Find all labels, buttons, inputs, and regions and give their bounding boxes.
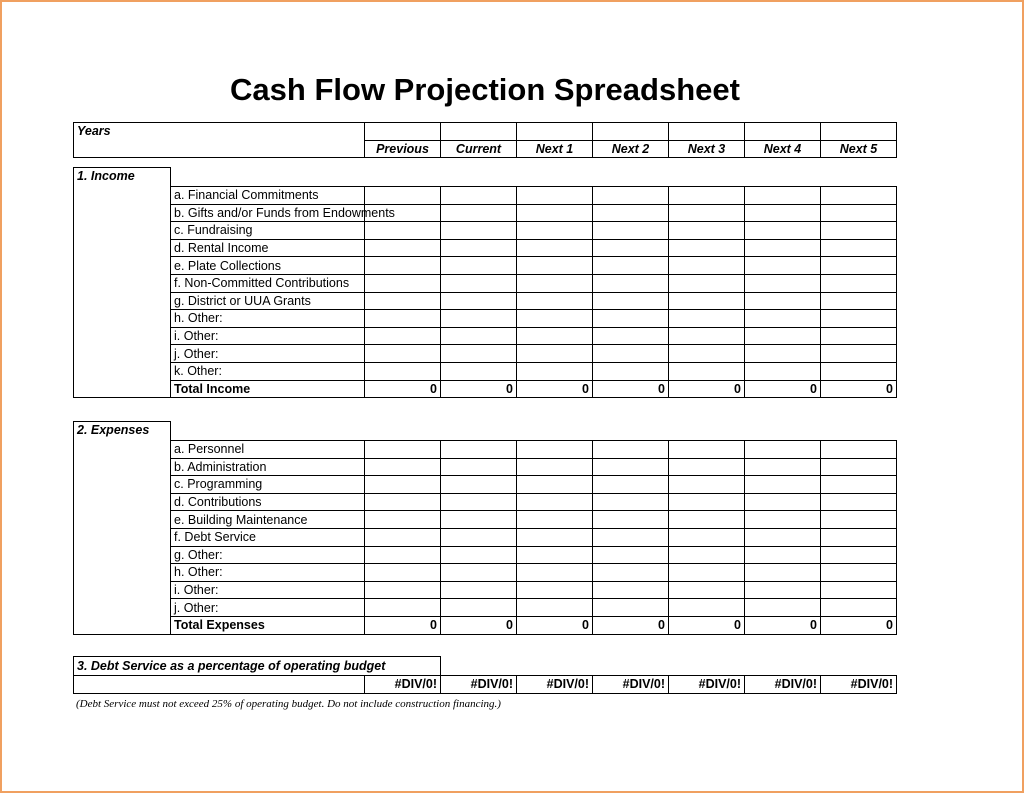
debt-heading: 3. Debt Service as a percentage of operating budget — [74, 657, 441, 676]
income-input-cell[interactable] — [365, 257, 441, 275]
income-item-label: i. Other: — [171, 327, 365, 345]
table-row — [74, 327, 897, 345]
expenses-item-label: j. Other: — [171, 599, 365, 617]
income-input-cell[interactable] — [669, 327, 745, 345]
expenses-input-cell[interactable] — [669, 546, 745, 564]
expenses-input-cell[interactable] — [517, 581, 593, 599]
income-input-cell[interactable] — [745, 310, 821, 328]
income-input-cell[interactable] — [593, 362, 669, 380]
income-input-cell[interactable] — [365, 310, 441, 328]
expenses-input-cell[interactable] — [441, 564, 517, 582]
years-blank-cell[interactable] — [593, 123, 669, 141]
income-item-label: b. Gifts and/or Funds from Endowments — [171, 204, 365, 222]
expenses-input-cell[interactable] — [441, 528, 517, 546]
income-total-value: 0 — [669, 380, 745, 398]
expenses-input-cell[interactable] — [517, 599, 593, 617]
expenses-input-cell[interactable] — [441, 581, 517, 599]
income-input-cell[interactable] — [821, 239, 897, 257]
income-section-cell — [74, 187, 171, 398]
income-input-cell[interactable] — [441, 292, 517, 310]
expenses-input-cell[interactable] — [441, 476, 517, 494]
income-input-cell[interactable] — [517, 274, 593, 292]
expenses-input-cell[interactable] — [745, 511, 821, 529]
income-input-cell[interactable] — [593, 310, 669, 328]
income-input-cell[interactable] — [365, 327, 441, 345]
expenses-input-cell[interactable] — [517, 546, 593, 564]
table-row — [74, 441, 897, 459]
income-input-cell[interactable] — [441, 310, 517, 328]
income-total-value: 0 — [441, 380, 517, 398]
income-input-cell[interactable] — [441, 274, 517, 292]
income-input-cell[interactable] — [593, 204, 669, 222]
income-input-cell[interactable] — [517, 257, 593, 275]
table-row — [74, 528, 897, 546]
expenses-input-cell[interactable] — [669, 493, 745, 511]
expenses-input-cell[interactable] — [821, 564, 897, 582]
expenses-input-cell[interactable] — [669, 599, 745, 617]
table-row — [74, 204, 897, 222]
years-label: Years — [74, 123, 365, 158]
income-input-cell[interactable] — [593, 345, 669, 363]
table-row — [74, 458, 897, 476]
expenses-input-cell[interactable] — [745, 441, 821, 459]
expenses-item-label: i. Other: — [171, 581, 365, 599]
expenses-input-cell[interactable] — [517, 441, 593, 459]
debt-label-cell — [74, 676, 365, 694]
income-input-cell[interactable] — [669, 274, 745, 292]
table-row — [74, 345, 897, 363]
years-blank-cell[interactable] — [821, 123, 897, 141]
expenses-heading: 2. Expenses — [74, 422, 171, 441]
income-input-cell[interactable] — [593, 239, 669, 257]
expenses-input-cell[interactable] — [517, 564, 593, 582]
page-title: Cash Flow Projection Spreadsheet — [230, 72, 740, 107]
expenses-input-cell[interactable] — [593, 599, 669, 617]
expenses-input-cell[interactable] — [365, 458, 441, 476]
income-item-label: c. Fundraising — [171, 222, 365, 240]
table-row — [74, 564, 897, 582]
income-input-cell[interactable] — [821, 222, 897, 240]
year-column-header: Previous — [365, 140, 441, 158]
income-total-value: 0 — [517, 380, 593, 398]
debt-value: #DIV/0! — [821, 676, 897, 694]
expenses-input-cell[interactable] — [821, 476, 897, 494]
income-input-cell[interactable] — [821, 327, 897, 345]
expenses-item-label: g. Other: — [171, 546, 365, 564]
debt-value: #DIV/0! — [365, 676, 441, 694]
income-input-cell[interactable] — [441, 257, 517, 275]
income-total-value: 0 — [745, 380, 821, 398]
expenses-input-cell[interactable] — [441, 441, 517, 459]
income-input-cell[interactable] — [745, 187, 821, 205]
income-input-cell[interactable] — [745, 257, 821, 275]
years-blank-cell[interactable] — [365, 123, 441, 141]
income-input-cell[interactable] — [517, 239, 593, 257]
income-input-cell[interactable] — [517, 310, 593, 328]
expenses-total-value: 0 — [593, 616, 669, 634]
income-input-cell[interactable] — [593, 187, 669, 205]
income-input-cell[interactable] — [365, 292, 441, 310]
expenses-input-cell[interactable] — [745, 493, 821, 511]
debt-note: (Debt Service must not exceed 25% of operating budget. Do not include construction financing.) — [76, 698, 501, 710]
income-heading-row — [74, 168, 897, 187]
income-input-cell[interactable] — [441, 222, 517, 240]
expenses-input-cell[interactable] — [745, 546, 821, 564]
table-row — [74, 292, 897, 310]
expenses-input-cell[interactable] — [517, 528, 593, 546]
year-column-header: Next 1 — [517, 140, 593, 158]
income-heading: 1. Income — [74, 168, 171, 187]
expenses-input-cell[interactable] — [821, 599, 897, 617]
income-item-label: k. Other: — [171, 362, 365, 380]
income-total-row — [74, 380, 897, 398]
expenses-input-cell[interactable] — [669, 564, 745, 582]
income-input-cell[interactable] — [821, 274, 897, 292]
income-input-cell[interactable] — [593, 292, 669, 310]
years-row-top — [74, 123, 897, 141]
income-table — [73, 167, 897, 398]
income-input-cell[interactable] — [441, 327, 517, 345]
table-row — [74, 239, 897, 257]
expenses-input-cell[interactable] — [821, 581, 897, 599]
year-column-header: Next 5 — [821, 140, 897, 158]
income-input-cell[interactable] — [517, 362, 593, 380]
income-input-cell[interactable] — [745, 362, 821, 380]
expenses-input-cell[interactable] — [821, 458, 897, 476]
expenses-input-cell[interactable] — [669, 511, 745, 529]
expenses-item-label: h. Other: — [171, 564, 365, 582]
income-input-cell[interactable] — [517, 222, 593, 240]
income-input-cell[interactable] — [517, 345, 593, 363]
income-input-cell[interactable] — [821, 310, 897, 328]
expenses-input-cell[interactable] — [365, 581, 441, 599]
debt-values-row — [74, 676, 897, 694]
expenses-input-cell[interactable] — [669, 528, 745, 546]
expenses-input-cell[interactable] — [669, 441, 745, 459]
years-blank-cell[interactable] — [441, 123, 517, 141]
income-item-label: g. District or UUA Grants — [171, 292, 365, 310]
expenses-total-value: 0 — [821, 616, 897, 634]
expenses-input-cell[interactable] — [821, 441, 897, 459]
year-column-header: Next 2 — [593, 140, 669, 158]
income-input-cell[interactable] — [593, 257, 669, 275]
expenses-input-cell[interactable] — [441, 493, 517, 511]
income-input-cell[interactable] — [365, 239, 441, 257]
income-input-cell[interactable] — [745, 222, 821, 240]
table-row — [74, 546, 897, 564]
debt-value: #DIV/0! — [669, 676, 745, 694]
expenses-total-value: 0 — [745, 616, 821, 634]
income-input-cell[interactable] — [821, 204, 897, 222]
debt-heading-row — [74, 657, 897, 676]
income-input-cell[interactable] — [821, 345, 897, 363]
expenses-input-cell[interactable] — [365, 441, 441, 459]
table-row — [74, 274, 897, 292]
income-input-cell[interactable] — [745, 327, 821, 345]
income-item-label: e. Plate Collections — [171, 257, 365, 275]
expenses-input-cell[interactable] — [593, 458, 669, 476]
income-input-cell[interactable] — [745, 274, 821, 292]
table-row — [74, 187, 897, 205]
expenses-total-value: 0 — [669, 616, 745, 634]
expenses-input-cell[interactable] — [593, 493, 669, 511]
income-input-cell[interactable] — [669, 345, 745, 363]
income-input-cell[interactable] — [365, 274, 441, 292]
expenses-input-cell[interactable] — [517, 511, 593, 529]
expenses-total-label: Total Expenses — [171, 616, 365, 634]
years-table — [73, 122, 897, 158]
income-item-label: a. Financial Commitments — [171, 187, 365, 205]
income-item-label: h. Other: — [171, 310, 365, 328]
income-input-cell[interactable] — [669, 204, 745, 222]
income-input-cell[interactable] — [669, 362, 745, 380]
expenses-input-cell[interactable] — [669, 476, 745, 494]
expenses-item-label: b. Administration — [171, 458, 365, 476]
income-total-value: 0 — [821, 380, 897, 398]
income-input-cell[interactable] — [517, 327, 593, 345]
income-input-cell[interactable] — [517, 292, 593, 310]
expenses-input-cell[interactable] — [441, 546, 517, 564]
expenses-input-cell[interactable] — [745, 564, 821, 582]
table-row — [74, 493, 897, 511]
income-input-cell[interactable] — [669, 257, 745, 275]
years-blank-cell[interactable] — [669, 123, 745, 141]
income-input-cell[interactable] — [821, 362, 897, 380]
table-row — [74, 222, 897, 240]
year-column-header: Next 4 — [745, 140, 821, 158]
years-blank-cell[interactable] — [745, 123, 821, 141]
expenses-input-cell[interactable] — [745, 581, 821, 599]
income-input-cell[interactable] — [669, 310, 745, 328]
expenses-input-cell[interactable] — [365, 511, 441, 529]
income-input-cell[interactable] — [441, 204, 517, 222]
income-input-cell[interactable] — [441, 362, 517, 380]
expenses-input-cell[interactable] — [593, 441, 669, 459]
income-input-cell[interactable] — [669, 239, 745, 257]
expenses-input-cell[interactable] — [517, 493, 593, 511]
expenses-input-cell[interactable] — [821, 511, 897, 529]
income-total-value: 0 — [593, 380, 669, 398]
table-row — [74, 257, 897, 275]
income-input-cell[interactable] — [745, 239, 821, 257]
debt-value: #DIV/0! — [517, 676, 593, 694]
table-row — [74, 362, 897, 380]
income-input-cell[interactable] — [821, 187, 897, 205]
income-input-cell[interactable] — [669, 187, 745, 205]
income-input-cell[interactable] — [669, 292, 745, 310]
expenses-input-cell[interactable] — [745, 476, 821, 494]
expenses-input-cell[interactable] — [821, 528, 897, 546]
expenses-input-cell[interactable] — [669, 458, 745, 476]
income-total-label: Total Income — [171, 380, 365, 398]
income-input-cell[interactable] — [593, 327, 669, 345]
expenses-input-cell[interactable] — [365, 599, 441, 617]
expenses-input-cell[interactable] — [745, 528, 821, 546]
income-input-cell[interactable] — [745, 204, 821, 222]
income-input-cell[interactable] — [441, 345, 517, 363]
expenses-total-value: 0 — [365, 616, 441, 634]
income-input-cell[interactable] — [821, 292, 897, 310]
expenses-table — [73, 421, 897, 635]
income-input-cell[interactable] — [745, 345, 821, 363]
expenses-input-cell[interactable] — [821, 493, 897, 511]
expenses-input-cell[interactable] — [593, 476, 669, 494]
expenses-input-cell[interactable] — [745, 599, 821, 617]
income-input-cell[interactable] — [365, 187, 441, 205]
income-input-cell[interactable] — [365, 345, 441, 363]
debt-table — [73, 656, 897, 694]
expenses-input-cell[interactable] — [365, 564, 441, 582]
expenses-input-cell[interactable] — [821, 546, 897, 564]
expenses-input-cell[interactable] — [365, 546, 441, 564]
expenses-input-cell[interactable] — [365, 528, 441, 546]
expenses-item-label: a. Personnel — [171, 441, 365, 459]
expenses-total-value: 0 — [441, 616, 517, 634]
expenses-item-label: d. Contributions — [171, 493, 365, 511]
expenses-input-cell[interactable] — [441, 458, 517, 476]
income-input-cell[interactable] — [821, 257, 897, 275]
expenses-input-cell[interactable] — [745, 458, 821, 476]
expenses-heading-row — [74, 422, 897, 441]
income-input-cell[interactable] — [441, 239, 517, 257]
expenses-item-label: e. Building Maintenance — [171, 511, 365, 529]
income-input-cell[interactable] — [593, 274, 669, 292]
income-item-label: j. Other: — [171, 345, 365, 363]
expenses-input-cell[interactable] — [593, 546, 669, 564]
expenses-input-cell[interactable] — [593, 581, 669, 599]
year-column-header: Current — [441, 140, 517, 158]
expenses-input-cell[interactable] — [593, 564, 669, 582]
expenses-item-label: f. Debt Service — [171, 528, 365, 546]
income-input-cell[interactable] — [745, 292, 821, 310]
income-input-cell[interactable] — [365, 222, 441, 240]
expenses-input-cell[interactable] — [593, 528, 669, 546]
year-column-header: Next 3 — [669, 140, 745, 158]
expenses-total-value: 0 — [517, 616, 593, 634]
income-input-cell[interactable] — [365, 362, 441, 380]
expenses-input-cell[interactable] — [365, 476, 441, 494]
table-row — [74, 511, 897, 529]
expenses-input-cell[interactable] — [517, 458, 593, 476]
income-item-label: d. Rental Income — [171, 239, 365, 257]
table-row — [74, 581, 897, 599]
expenses-input-cell[interactable] — [441, 599, 517, 617]
table-row — [74, 599, 897, 617]
debt-value: #DIV/0! — [441, 676, 517, 694]
debt-value: #DIV/0! — [745, 676, 821, 694]
table-row — [74, 310, 897, 328]
income-item-label: f. Non-Committed Contributions — [171, 274, 365, 292]
income-input-cell[interactable] — [593, 222, 669, 240]
expenses-input-cell[interactable] — [441, 511, 517, 529]
income-total-value: 0 — [365, 380, 441, 398]
table-row — [74, 476, 897, 494]
expenses-input-cell[interactable] — [593, 511, 669, 529]
years-blank-cell[interactable] — [517, 123, 593, 141]
expenses-input-cell[interactable] — [669, 581, 745, 599]
expenses-input-cell[interactable] — [517, 476, 593, 494]
income-input-cell[interactable] — [517, 204, 593, 222]
expenses-input-cell[interactable] — [365, 493, 441, 511]
expenses-item-label: c. Programming — [171, 476, 365, 494]
income-input-cell[interactable] — [441, 187, 517, 205]
expenses-section-cell — [74, 441, 171, 635]
expenses-total-row — [74, 616, 897, 634]
debt-value: #DIV/0! — [593, 676, 669, 694]
income-input-cell[interactable] — [669, 222, 745, 240]
income-input-cell[interactable] — [517, 187, 593, 205]
